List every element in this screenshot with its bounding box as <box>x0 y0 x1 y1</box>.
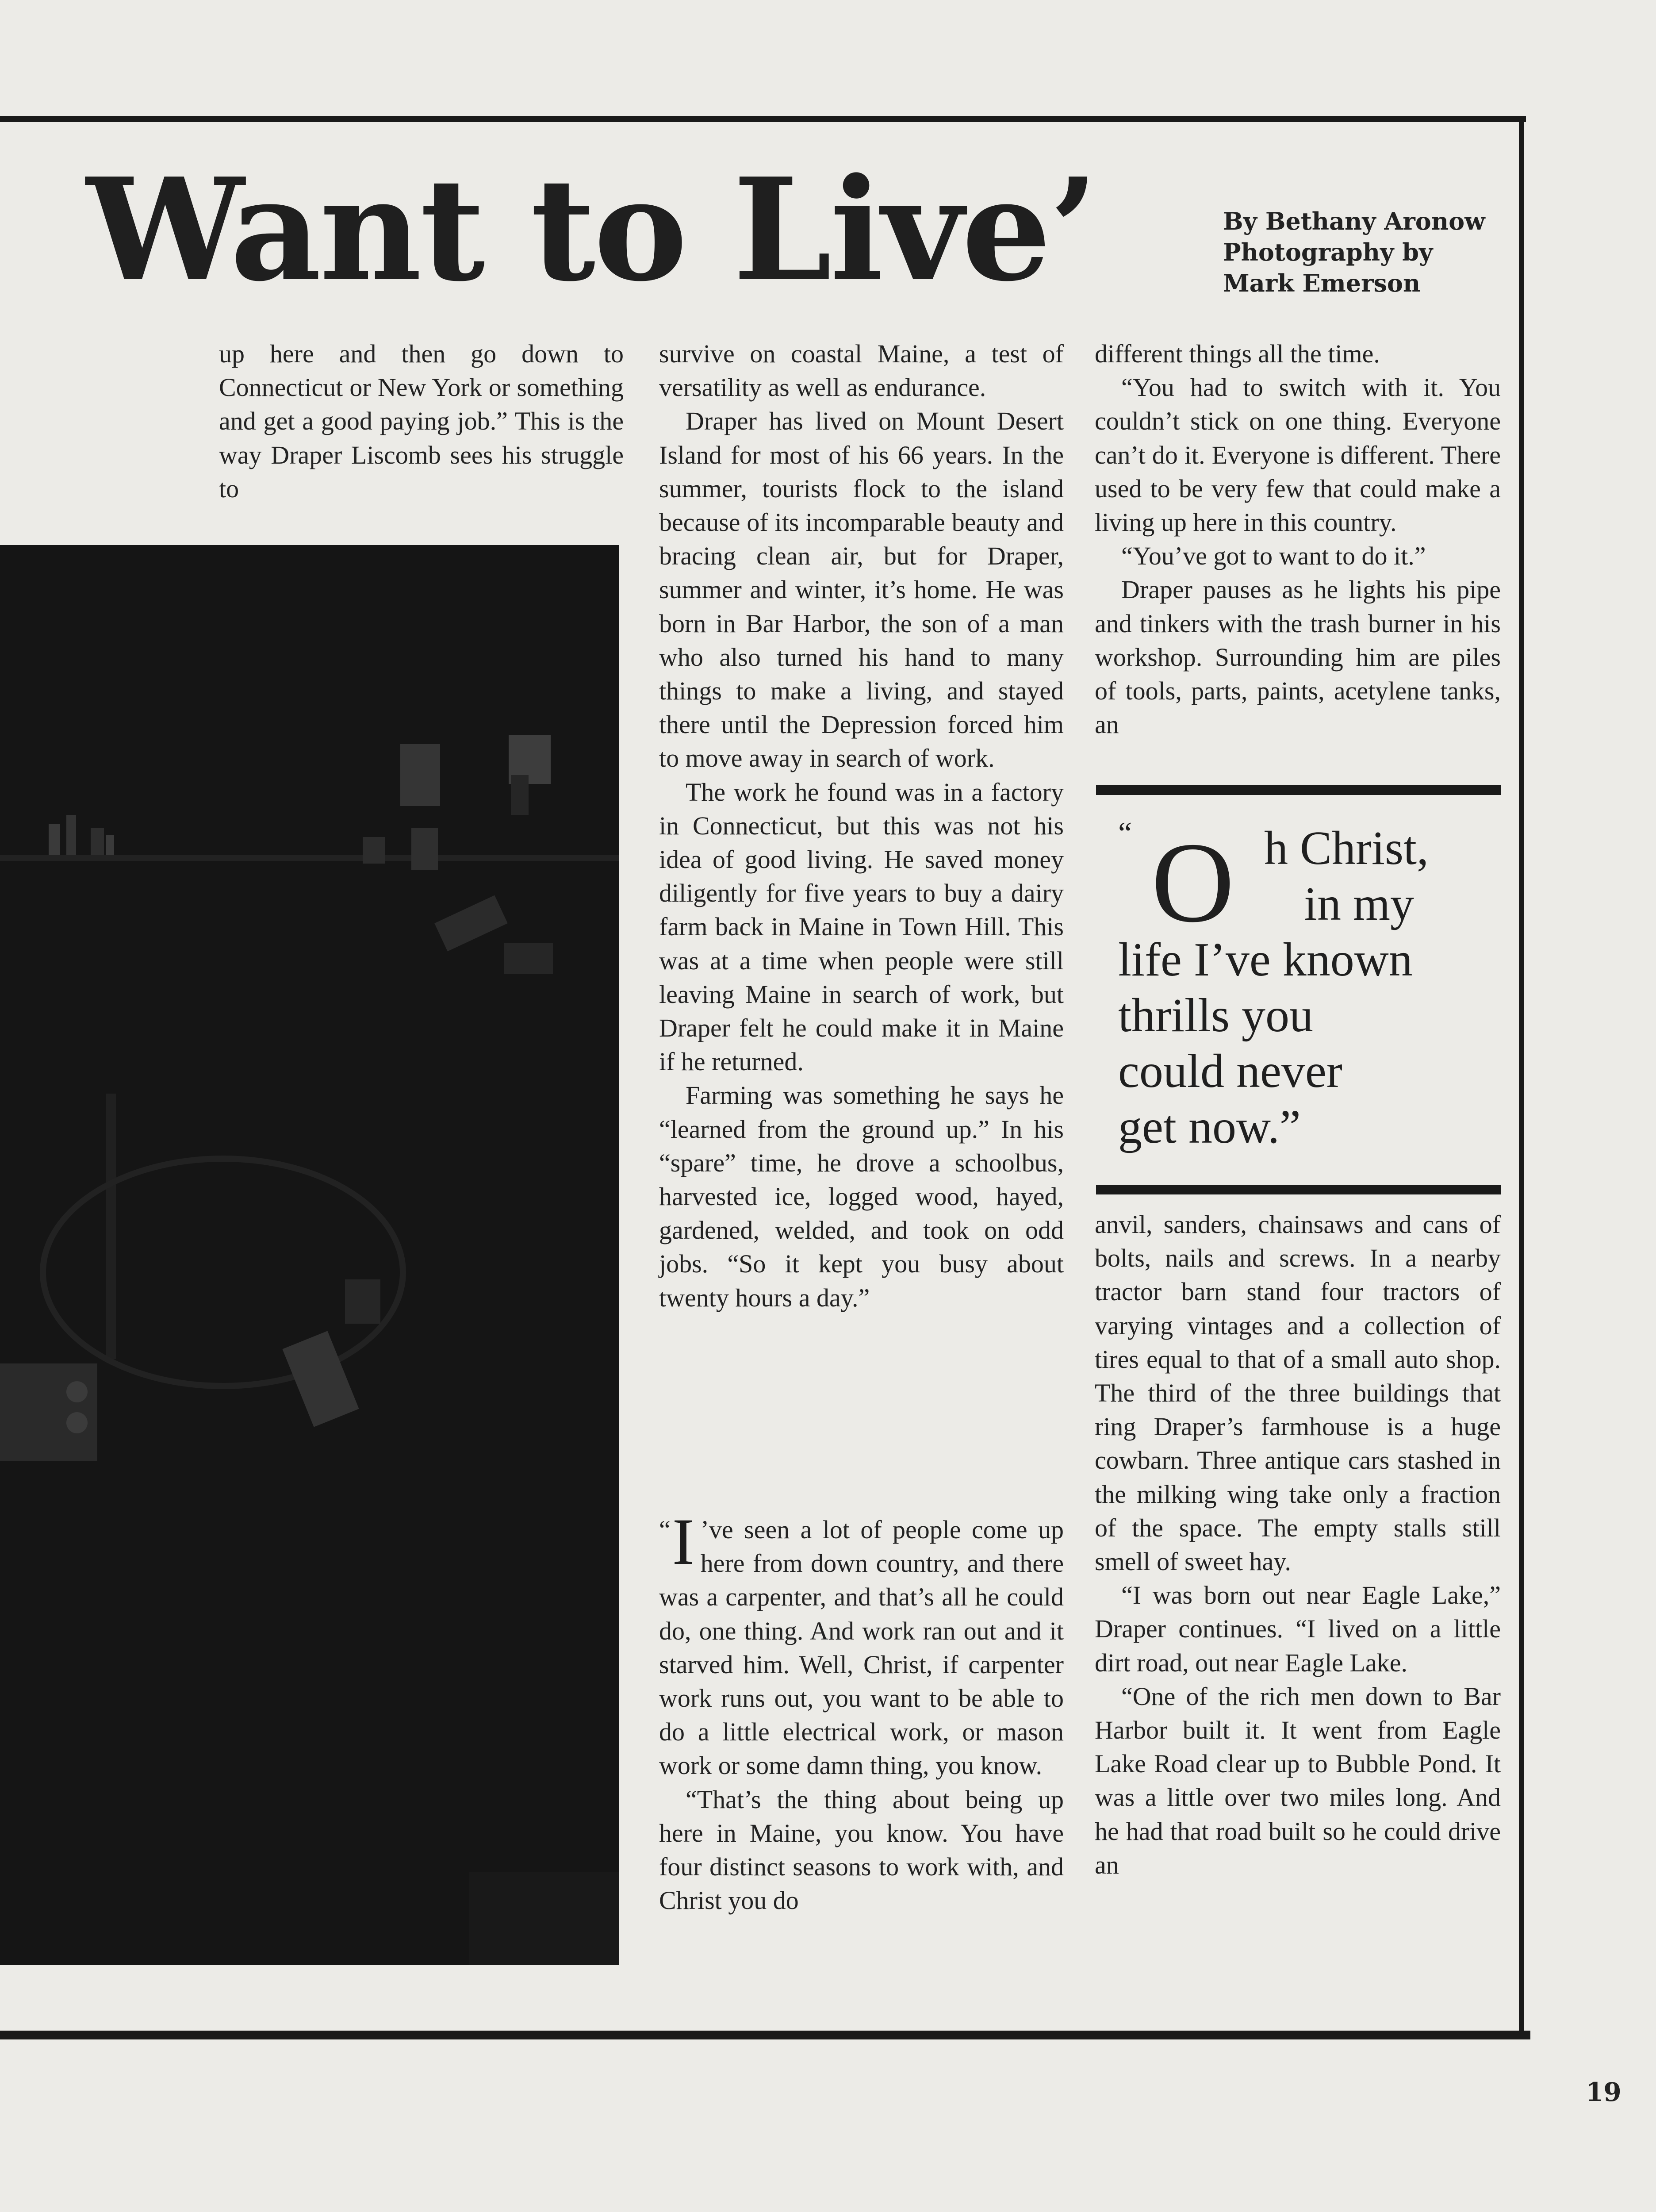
page-number: 19 <box>1586 2077 1622 2107</box>
paragraph: “I was born out near Eagle Lake,” Draper continues. “I lived on a little dirt road, out near Eagle Lake. <box>1095 1581 1501 1677</box>
paragraph: different things all the time. <box>1095 339 1380 368</box>
pullquote-bottom-rule <box>1096 1185 1501 1194</box>
byline-photo-credit: Photography by <box>1223 238 1433 266</box>
headline: Want to Live’ <box>86 147 1097 312</box>
pullquote-open-mark: “ <box>1118 816 1132 850</box>
paragraph-text: ’ve seen a lot of people come up here from down country, and there was a carpenter, and that’s all he could do, one thing. And work ran out and it starved him. Well, Christ, if carpenter work runs out, you want to be able to do a little electrical work, or mason work or some damn thing, you know. <box>659 1515 1064 1780</box>
column-3 <box>1095 337 1501 741</box>
column-1 <box>219 337 624 506</box>
paragraph: “That’s the thing about being up here in Maine, you know. You have four distinct seasons to work with, and Christ you do <box>659 1785 1064 1915</box>
paragraph: survive on coastal Maine, a test of versatility as well as endurance. <box>659 339 1064 402</box>
pullquote-line: thrills you <box>1118 989 1314 1042</box>
paragraph <box>659 1505 1064 1783</box>
paragraph: “One of the rich men down to Bar Harbor built it. It went from Eagle Lake Road clear up to Bubble Pond. It was a little over two miles long. And he had that road built so he could drive an <box>1095 1682 1501 1879</box>
pullquote-line: in my <box>1304 878 1414 930</box>
byline <box>1223 206 1488 299</box>
byline-photographer: Mark Emerson <box>1223 269 1421 297</box>
column-2 <box>659 337 1064 1315</box>
pullquote-drop-cap: O <box>1151 819 1234 946</box>
top-rule <box>0 116 1526 122</box>
drop-cap: I <box>672 1505 694 1578</box>
paragraph: anvil, sanders, chainsaws and cans of bolts, nails and screws. In a nearby tractor barn stand four tractors of varying vintages and a collection of tires equal to that of a small auto shop. The third of the three buildings that ring Draper’s farmhouse is a huge cowbarn. Three antique cars stashed in the milking wing take only a fraction of the space. The empty stalls still smell of sweet hay. <box>1095 1210 1501 1576</box>
paragraph: “You had to switch with it. You couldn’t stick on one thing. Everyone can’t do it. Everyone is different. There used to be very few that could make a living up here in this country. <box>1095 373 1501 537</box>
bottom-rule <box>0 2031 1530 2039</box>
column-3-continued <box>1095 1208 1501 1882</box>
paragraph: “You’ve got to want to do it.” <box>1121 541 1426 571</box>
paragraph: Draper has lived on Mount Desert Island for most of his 66 years. In the summer, tourists flock to the island because of its incomparable beauty and bracing clean air, but for Draper, summer and winter, it’s home. He was born in Bar Harbor, the son of a man who also turned his hand to many things to make a living, and stayed there until the Depression forced him to move away in search of work. <box>659 407 1064 773</box>
pullquote-top-rule <box>1096 785 1501 795</box>
pullquote-line: get now.” <box>1118 1101 1301 1153</box>
pullquote-line: life I’ve known <box>1118 933 1413 986</box>
byline-author: By Bethany Aronow <box>1223 207 1485 235</box>
right-rule <box>1519 116 1524 2039</box>
paragraph: The work he found was in a factory in Connecticut, but this was not his idea of good living. He saved money diligently for five years to buy a dairy farm back in Maine in Town Hill. This was at a time when people were still leaving Maine in search of work, but Draper felt he could make it in Maine if he returned. <box>659 777 1064 1076</box>
column-2-continued <box>659 1505 1064 1917</box>
pullquote-line: could never <box>1118 1045 1342 1098</box>
paragraph: up here and then go down to Connecticut or New York or something and get a good paying job.” This is the way Draper Liscomb sees his struggle to <box>219 339 624 503</box>
opening-quote-mark: “ <box>659 1515 671 1544</box>
paragraph: Draper pauses as he lights his pipe and tinkers with the trash burner in his workshop. Surrounding him are piles of tools, parts, paints, acetylene tanks, an <box>1095 575 1501 739</box>
paragraph: Farming was something he says he “learned from the ground up.” In his “spare” time, he drove a schoolbus, harvested ice, logged wood, hayed, gardened, welded, and took on odd jobs. “So it kept you busy about twenty hours a day.” <box>659 1081 1064 1312</box>
pullquote-line: h Christ, <box>1264 822 1429 875</box>
workshop-photo <box>0 545 619 1965</box>
